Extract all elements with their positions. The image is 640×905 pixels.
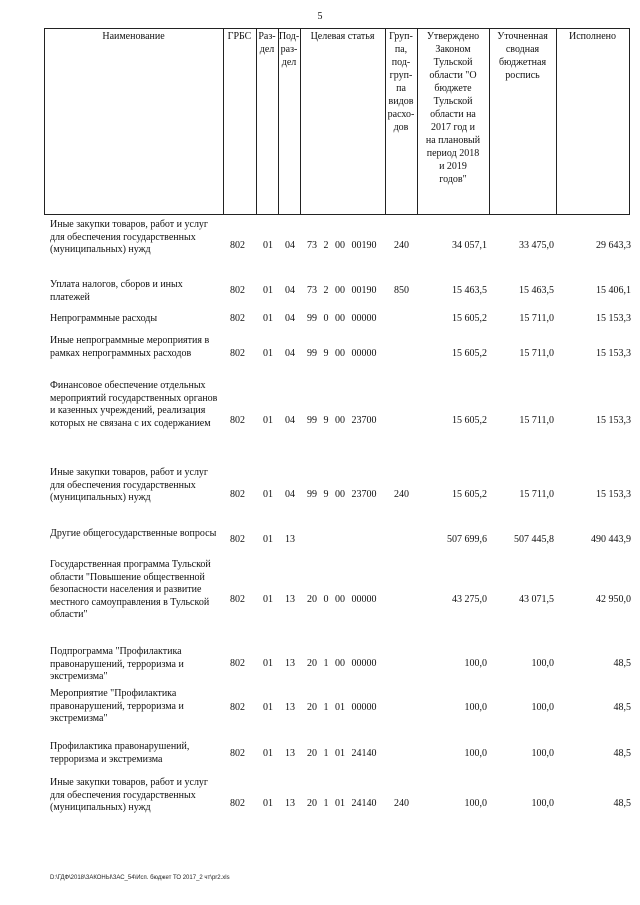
row-name: Другие общегосударственные вопросы — [50, 528, 217, 539]
header-approved: Утверждено Законом Тульской области "О бюджете Тульской области на 2017 год и на плановый период 2018 и 2019 годов" — [425, 31, 481, 185]
row-podrazdel: 13 — [285, 594, 295, 605]
header-group: Груп- па, под- груп- па видов расхо- дов — [387, 31, 415, 133]
row-target: 99 9 00 23700 — [307, 415, 377, 426]
row-approved: 34 057,1 — [452, 240, 487, 251]
row-name: Подпрограмма "Профилактика правонарушений, терроризма и экстремизма" — [50, 646, 184, 682]
row-target: 99 9 00 23700 — [307, 489, 377, 500]
row-approved: 507 699,6 — [447, 534, 487, 545]
row-grbs: 802 — [230, 348, 245, 359]
row-executed: 15 153,3 — [596, 489, 631, 500]
row-grbs: 802 — [230, 798, 245, 809]
row-podrazdel: 04 — [285, 348, 295, 359]
header-name: Наименование — [102, 31, 165, 42]
header-executed: Исполнено — [568, 31, 616, 42]
row-razdel: 01 — [263, 489, 273, 500]
page-number: 5 — [317, 11, 323, 22]
row-refined: 15 711,0 — [519, 348, 554, 359]
row-name: Иные закупки товаров, работ и услуг для обеспечения государственных (муниципальных) нужд — [50, 777, 209, 813]
row-target: 20 1 00 00000 — [307, 658, 377, 669]
row-razdel: 01 — [263, 594, 273, 605]
row-podrazdel: 13 — [285, 702, 295, 713]
row-grbs: 802 — [230, 313, 245, 324]
row-executed: 48,5 — [613, 798, 631, 809]
row-refined: 15 463,5 — [519, 285, 554, 296]
row-refined: 15 711,0 — [519, 313, 554, 324]
row-grbs: 802 — [230, 240, 245, 251]
row-name: Иные закупки товаров, работ и услуг для обеспечения государственных (муниципальных) нужд — [50, 219, 209, 255]
row-group: 240 — [394, 798, 409, 809]
row-razdel: 01 — [263, 798, 273, 809]
row-razdel: 01 — [263, 534, 273, 545]
header-grbs: ГРБС — [227, 31, 252, 42]
row-podrazdel: 13 — [285, 798, 295, 809]
header-podrazdel: Под- раз- дел — [278, 31, 300, 68]
row-name: Профилактика правонарушений, терроризма и экстремизма — [50, 741, 190, 765]
row-name: Государственная программа Тульской области "Повышение общественной безопасности населения и развитие местного самоуправления в Тульской области" — [50, 559, 211, 620]
row-target: 20 0 00 00000 — [307, 594, 377, 605]
row-podrazdel: 04 — [285, 489, 295, 500]
row-group: 850 — [394, 285, 409, 296]
row-name: Непрограммные расходы — [50, 313, 158, 324]
row-executed: 42 950,0 — [596, 594, 631, 605]
row-group: 240 — [394, 489, 409, 500]
row-approved: 15 605,2 — [452, 489, 487, 500]
row-refined: 100,0 — [531, 748, 554, 759]
row-grbs: 802 — [230, 534, 245, 545]
row-target: 20 1 01 24140 — [307, 748, 377, 759]
row-executed: 48,5 — [613, 702, 631, 713]
row-executed: 29 643,3 — [596, 240, 631, 251]
row-razdel: 01 — [263, 658, 273, 669]
row-approved: 15 605,2 — [452, 415, 487, 426]
row-approved: 15 463,5 — [452, 285, 487, 296]
row-executed: 48,5 — [613, 658, 631, 669]
row-grbs: 802 — [230, 285, 245, 296]
row-executed: 48,5 — [613, 748, 631, 759]
row-podrazdel: 13 — [285, 748, 295, 759]
header-bottom-border — [44, 214, 630, 215]
row-approved: 100,0 — [464, 702, 487, 713]
row-executed: 15 406,1 — [596, 285, 631, 296]
row-razdel: 01 — [263, 702, 273, 713]
row-target: 73 2 00 00190 — [307, 240, 377, 251]
row-name: Иные закупки товаров, работ и услуг для обеспечения государственных (муниципальных) нужд — [50, 467, 209, 503]
row-razdel: 01 — [263, 748, 273, 759]
row-approved: 15 605,2 — [452, 313, 487, 324]
row-executed: 15 153,3 — [596, 313, 631, 324]
row-razdel: 01 — [263, 240, 273, 251]
row-refined: 15 711,0 — [519, 489, 554, 500]
row-grbs: 802 — [230, 594, 245, 605]
row-refined: 100,0 — [531, 702, 554, 713]
row-approved: 43 275,0 — [452, 594, 487, 605]
row-approved: 100,0 — [464, 748, 487, 759]
row-name: Уплата налогов, сборов и иных платежей — [50, 279, 183, 303]
row-grbs: 802 — [230, 415, 245, 426]
row-grbs: 802 — [230, 658, 245, 669]
row-executed: 15 153,3 — [596, 348, 631, 359]
row-target: 99 9 00 00000 — [307, 348, 377, 359]
row-group: 240 — [394, 240, 409, 251]
row-approved: 15 605,2 — [452, 348, 487, 359]
column-divider — [629, 28, 630, 214]
row-name: Мероприятие "Профилактика правонарушений, терроризма и экстремизма" — [50, 688, 184, 724]
row-target: 99 0 00 00000 — [307, 313, 377, 324]
row-podrazdel: 04 — [285, 240, 295, 251]
header-target: Целевая статья — [310, 31, 375, 42]
row-target: 20 1 01 00000 — [307, 702, 377, 713]
row-grbs: 802 — [230, 748, 245, 759]
row-refined: 15 711,0 — [519, 415, 554, 426]
file-path-footer: D:\ГДФ\2018\ЗАКОНЫ\ЗАС_54\Исп. бюджет ТО 2017_2 чт\pr2.xls — [50, 875, 230, 881]
row-approved: 100,0 — [464, 798, 487, 809]
row-podrazdel: 13 — [285, 534, 295, 545]
row-razdel: 01 — [263, 313, 273, 324]
row-name: Финансовое обеспечение отдельных мероприятий государственных органов и казенных учреждений, реализация которых не связана с их содержанием — [50, 380, 218, 429]
row-refined: 100,0 — [531, 798, 554, 809]
row-grbs: 802 — [230, 489, 245, 500]
row-podrazdel: 04 — [285, 313, 295, 324]
row-razdel: 01 — [263, 285, 273, 296]
row-grbs: 802 — [230, 702, 245, 713]
row-executed: 15 153,3 — [596, 415, 631, 426]
row-target: 73 2 00 00190 — [307, 285, 377, 296]
row-razdel: 01 — [263, 348, 273, 359]
row-executed: 490 443,9 — [591, 534, 631, 545]
row-refined: 507 445,8 — [514, 534, 554, 545]
row-approved: 100,0 — [464, 658, 487, 669]
row-podrazdel: 04 — [285, 415, 295, 426]
row-refined: 100,0 — [531, 658, 554, 669]
row-podrazdel: 04 — [285, 285, 295, 296]
row-refined: 43 071,5 — [519, 594, 554, 605]
row-razdel: 01 — [263, 415, 273, 426]
row-refined: 33 475,0 — [519, 240, 554, 251]
row-name: Иные непрограммные мероприятия в рамках непрограммных расходов — [50, 335, 210, 359]
row-podrazdel: 13 — [285, 658, 295, 669]
header-refined: Уточненная сводная бюджетная роспись — [497, 31, 548, 81]
header-razdel: Раз- дел — [258, 31, 276, 55]
row-target: 20 1 01 24140 — [307, 798, 377, 809]
